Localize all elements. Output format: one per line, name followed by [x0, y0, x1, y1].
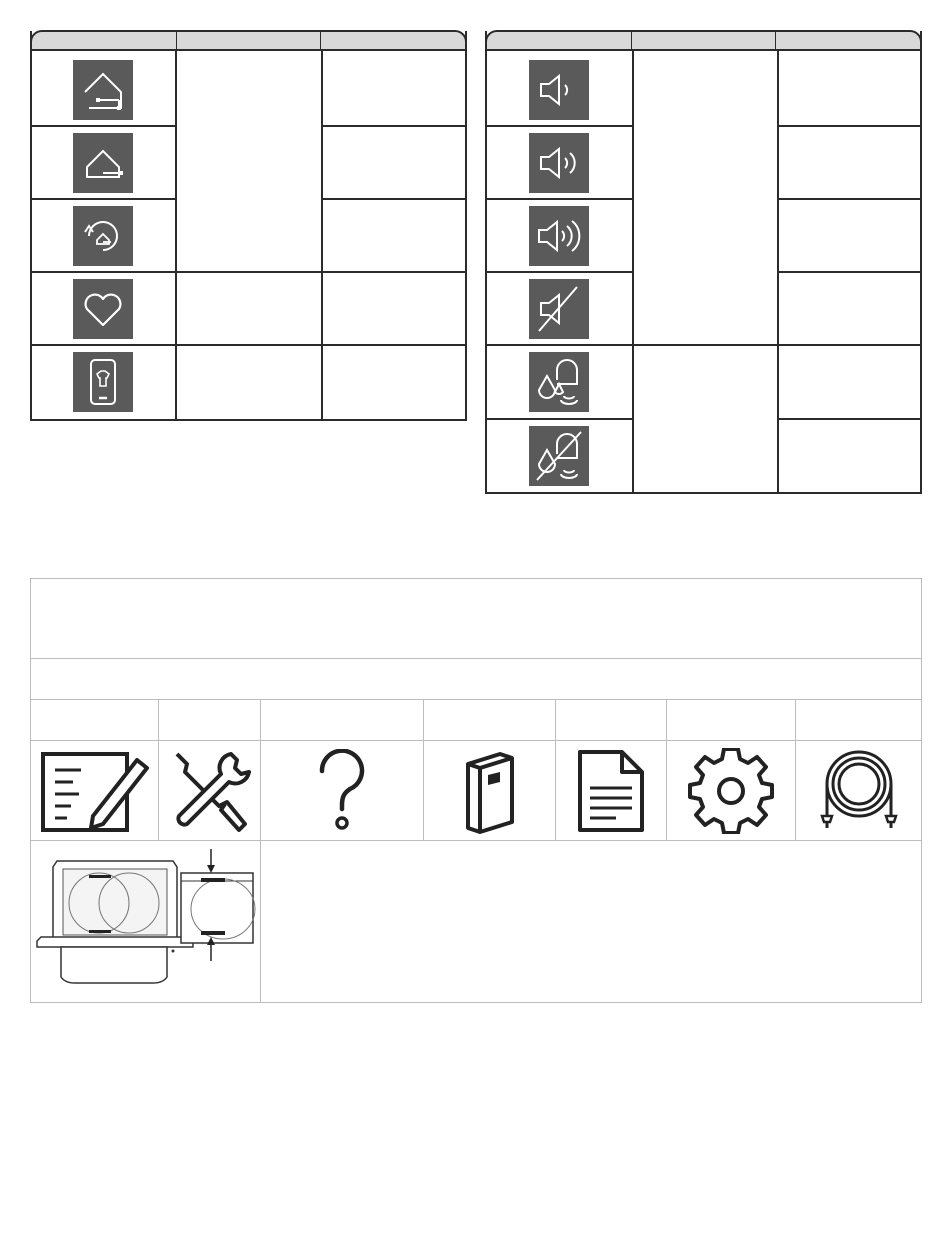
water-alert-on-icon — [529, 352, 589, 412]
header-cell-notes — [321, 32, 465, 49]
favorite-heart-icon — [73, 279, 133, 339]
gear-settings-icon — [667, 741, 795, 840]
notepad-pencil-icon — [31, 741, 158, 840]
volume-high-icon — [529, 206, 589, 266]
icon-table-right — [485, 31, 922, 494]
hose-cable-icon — [796, 741, 922, 840]
remote-start-icon — [73, 206, 133, 266]
info-section — [30, 578, 922, 1003]
header-cell-description — [177, 32, 322, 49]
tools-wrench-screwdriver-icon — [159, 741, 260, 840]
header-cell-notes — [776, 32, 920, 49]
washer-lid-illustration — [31, 841, 260, 1003]
header-cell-description — [632, 32, 777, 49]
volume-low-icon — [529, 60, 589, 120]
question-mark-icon — [261, 741, 423, 840]
header-cell-icon — [32, 32, 177, 49]
table-header — [30, 30, 467, 51]
header-cell-icon — [487, 32, 632, 49]
icon-table-left — [30, 31, 467, 421]
home-remote-icon — [73, 60, 133, 120]
document-icon — [556, 741, 666, 840]
home-connected-icon — [73, 133, 133, 193]
manual-book-icon — [424, 741, 555, 840]
volume-medium-icon — [529, 133, 589, 193]
water-alert-off-icon — [529, 426, 589, 486]
table-header — [485, 30, 922, 51]
volume-mute-icon — [529, 279, 589, 339]
mobile-app-shirt-icon — [73, 352, 133, 412]
